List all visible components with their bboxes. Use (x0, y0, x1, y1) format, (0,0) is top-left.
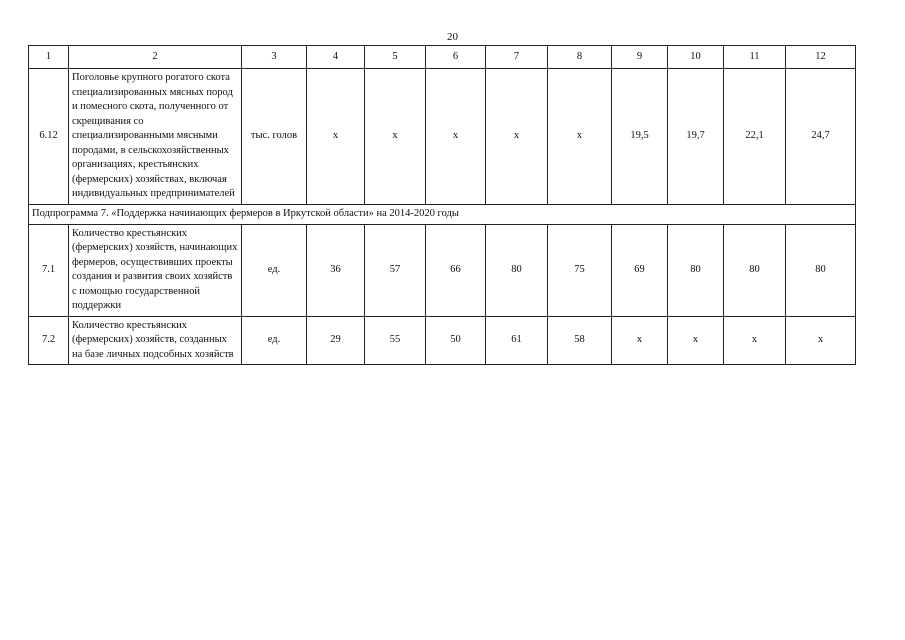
header-cell: 10 (668, 46, 724, 69)
value-cell: 57 (365, 224, 426, 316)
header-cell: 9 (612, 46, 668, 69)
value-cell: 55 (365, 316, 426, 365)
value-cell: x (365, 69, 426, 205)
value-cell: 36 (307, 224, 365, 316)
table-row (29, 69, 856, 205)
header-cell: 1 (29, 46, 69, 69)
indicator-name-cell: Количество крестьянских (фермерских) хозяйств, начинающих фермеров, осуществивших проекты создания и развития своих хозяйств с помощью государственной поддержки (69, 224, 242, 316)
header-cell: 2 (69, 46, 242, 69)
page-number: 20 (447, 31, 458, 43)
row-number-cell: 6.12 (29, 69, 69, 205)
value-cell: x (668, 316, 724, 365)
row-number-cell: 7.2 (29, 316, 69, 365)
value-cell: x (612, 316, 668, 365)
value-cell: 66 (426, 224, 486, 316)
value-cell: 22,1 (724, 69, 786, 205)
section-title: Подпрограмма 7. «Поддержка начинающих фермеров в Иркутской области» на 2014-2020 годы (29, 204, 856, 224)
value-cell: 75 (548, 224, 612, 316)
table-row (29, 316, 856, 365)
value-cell: 19,5 (612, 69, 668, 205)
value-cell: 19,7 (668, 69, 724, 205)
header-cell: 6 (426, 46, 486, 69)
value-cell: 69 (612, 224, 668, 316)
header-cell: 7 (486, 46, 548, 69)
indicator-table (28, 45, 856, 365)
value-cell: x (724, 316, 786, 365)
value-cell: x (426, 69, 486, 205)
value-cell: x (486, 69, 548, 205)
value-cell: 80 (668, 224, 724, 316)
value-cell: 80 (786, 224, 856, 316)
unit-cell: тыс. голов (242, 69, 307, 205)
value-cell: 80 (486, 224, 548, 316)
header-cell: 11 (724, 46, 786, 69)
value-cell: 29 (307, 316, 365, 365)
value-cell: x (786, 316, 856, 365)
header-cell: 4 (307, 46, 365, 69)
value-cell: 50 (426, 316, 486, 365)
value-cell: 61 (486, 316, 548, 365)
header-cell: 5 (365, 46, 426, 69)
unit-cell: ед. (242, 316, 307, 365)
header-cell: 3 (242, 46, 307, 69)
value-cell: 80 (724, 224, 786, 316)
indicator-name-cell: Количество крестьянских (фермерских) хозяйств, созданных на базе личных подсобных хозяйств (69, 316, 242, 365)
value-cell: 24,7 (786, 69, 856, 205)
table-row (29, 224, 856, 316)
indicator-name-cell: Поголовье крупного рогатого скота специализированных мясных пород и помесного скота, полученного от скрещивания со специализированными мясными породами, в сельскохозяйственных организациях, крестьянских (фермерских) хозяйствах, включая индивидуальных предпринимателей (69, 69, 242, 205)
value-cell: x (548, 69, 612, 205)
header-cell: 8 (548, 46, 612, 69)
section-row (29, 204, 856, 224)
row-number-cell: 7.1 (29, 224, 69, 316)
header-cell: 12 (786, 46, 856, 69)
value-cell: 58 (548, 316, 612, 365)
header-row (29, 46, 856, 69)
unit-cell: ед. (242, 224, 307, 316)
value-cell: x (307, 69, 365, 205)
table-body (29, 46, 856, 365)
